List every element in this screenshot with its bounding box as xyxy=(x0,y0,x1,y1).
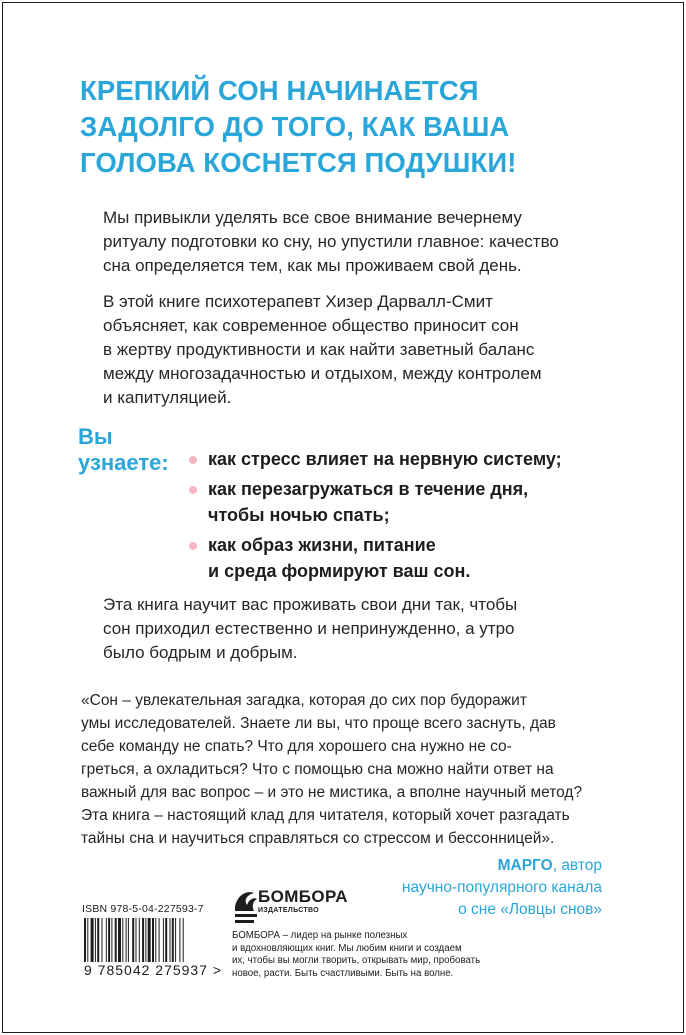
quote-line: важный для вас вопрос – и это не мистика, а вполне научный метод? xyxy=(81,784,583,801)
text-line: и капитуляцией. xyxy=(103,388,232,407)
publisher-line: их, чтобы вы могли творить, открывать мир, пробовать xyxy=(232,955,481,966)
quote-line: себе команду не спать? Что для хорошего сна нужно не со- xyxy=(81,738,512,755)
learn-list-item xyxy=(188,532,562,584)
publisher-logo-name: БОМБОРА xyxy=(258,887,348,906)
headline-line: КРЕПКИЙ СОН НАЧИНАЕТСЯ xyxy=(80,75,479,106)
isbn-label: ISBN 978-5-04-227593-7 xyxy=(82,903,204,915)
text-line: объясняет, как современное общество приносит сон xyxy=(103,316,519,335)
learn-list-item xyxy=(188,476,562,528)
attribution-line: научно-популярного канала xyxy=(401,879,602,896)
learn-heading-line: Вы xyxy=(78,424,113,449)
author-role: , автор xyxy=(552,857,602,874)
pink-dot-bullet-icon xyxy=(189,486,197,494)
headline xyxy=(80,73,640,181)
barcode xyxy=(84,918,214,962)
headline-line: ЗАДОЛГО ДО ТОГО, КАК ВАША xyxy=(80,111,510,142)
publisher-line: новое, расти. Быть счастливыми. Быть на волне. xyxy=(232,967,454,979)
learn-item-line: чтобы ночью спать; xyxy=(208,505,390,525)
text-line: В этой книге психотерапевт Хизер Дарвалл-Смит xyxy=(103,292,493,311)
publisher-line: БОМБОРА – лидер на рынке полезных xyxy=(232,930,408,941)
quote-line: тайны сна и научиться справляться со стрессом и бессонницей». xyxy=(81,830,555,847)
publisher-line: и вдохновляющих книг. Мы любим книги и создаем xyxy=(232,942,462,954)
intro-paragraph-1 xyxy=(103,206,559,278)
text-line: сон приходил естественно и непринужденно, а утро xyxy=(103,619,515,638)
publisher-blurb xyxy=(232,930,480,980)
learn-list xyxy=(188,446,562,588)
publisher-logo-subtitle: ИЗДАТЕЛЬСТВО xyxy=(258,907,319,914)
author-name: МАРГО xyxy=(497,857,553,874)
text-line: ритуалу подготовки ко сну, но упустили главное: качество xyxy=(103,232,559,251)
quote-line: греться, а охладиться? Что с помощью сна можно найти ответ на xyxy=(81,761,554,778)
learn-heading-line: узнаете: xyxy=(78,450,169,475)
learn-list-item xyxy=(188,446,562,472)
learn-item-line: как стресс влияет на нервную систему; xyxy=(208,449,562,469)
headline-line: ГОЛОВА КОСНЕТСЯ ПОДУШКИ! xyxy=(80,147,517,178)
quote-line: умы исследователей. Знаете ли вы, что проще всего заснуть, дав xyxy=(81,715,556,732)
text-line: между многозадачностью и отдыхом, между контролем xyxy=(103,364,542,383)
quote-line: Эта книга – настоящий клад для читателя, который хочет разгадать xyxy=(81,807,570,824)
learn-heading xyxy=(78,424,169,476)
review-quote xyxy=(81,689,582,850)
text-line: в жертву продуктивности и как найти заветный баланс xyxy=(103,340,535,359)
learn-item-line: и среда формируют ваш сон. xyxy=(208,561,471,581)
barcode-number: 9 785042 275937 > xyxy=(84,962,223,978)
learn-item-line: как образ жизни, питание xyxy=(208,535,436,555)
text-line: было бодрым и добрым. xyxy=(103,643,298,662)
text-line: Эта книга научит вас проживать свои дни так, чтобы xyxy=(103,595,518,614)
attribution-line xyxy=(402,855,602,877)
quote-attribution xyxy=(402,855,602,921)
intro-paragraph-2 xyxy=(103,290,542,410)
closing-paragraph xyxy=(103,593,517,665)
pink-dot-bullet-icon xyxy=(189,542,197,550)
quote-line: «Сон – увлекательная загадка, которая до сих пор будоражит xyxy=(81,692,527,709)
text-line: Мы привыкли уделять все свое внимание вечернему xyxy=(103,208,522,227)
text-line: сна определяется тем, как мы проживаем свой день. xyxy=(103,256,522,275)
attribution-line: о сне «Ловцы снов» xyxy=(458,901,602,918)
pink-dot-bullet-icon xyxy=(189,456,197,464)
learn-item-line: как перезагружаться в течение дня, xyxy=(208,479,529,499)
